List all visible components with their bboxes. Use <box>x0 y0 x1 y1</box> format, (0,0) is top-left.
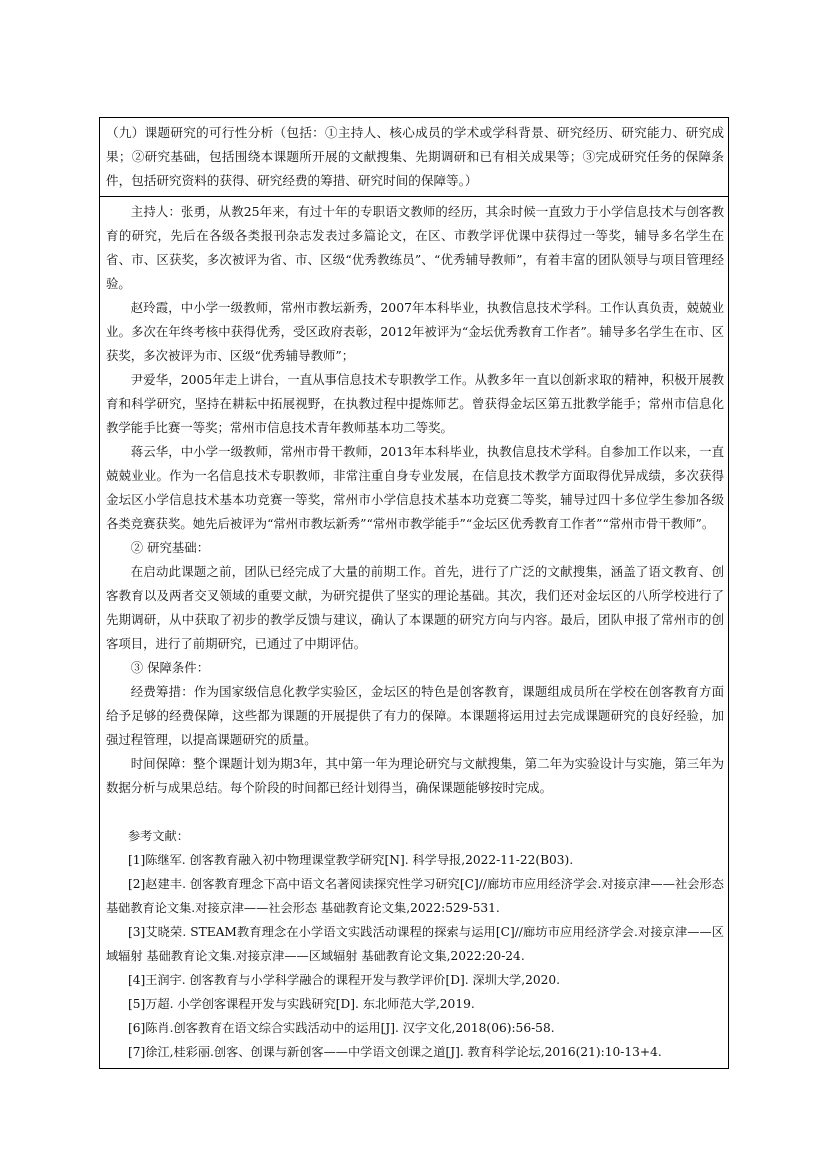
reference-item: [7]徐江,桂彩丽.创客、创课与新创客——中学语文创课之道[J]. 教育科学论坛,2016(21):10-13+4. <box>127 1045 662 1059</box>
reference-item: [2]赵建丰. 创客教育理念下高中语文名著阅读探究性学习研究[C]//廊坊市应用经济学会.对接京津——社会形态 基础教育论文集.对接京津——社会形态 基础教育论文集,2022:529-531. <box>106 877 724 915</box>
reference-item: [4]王润宇. 创客教育与小学科学融合的课程开发与教学评价[D]. 深圳大学,2020. <box>127 973 561 987</box>
funding-guarantee-text: 经费筹措：作为国家级信息化教学实验区，金坛区的特色是创客教育，课题组成员所在学校在创客教育方面给予足够的经费保障，这些都为课题的开展提供了有力的保障。本课题将运用过去完成课题研究的良好经验，加强过程管理，以提高课题研究的质量。 <box>106 684 724 747</box>
member-paragraph-jiang: 蒋云华，中小学一级教师，常州市骨干教师，2013年本科毕业，执教信息技术学科。自参加工作以来，一直兢兢业业。作为一名信息技术专职教师，非常注重自身专业发展，在信息技术教学方面取得优异成绩，多次获得金坛区小学信息技术基本功竞赛一等奖，常州市小学信息技术基本功竞赛二等奖，辅导过四十多位学生参加各级各类竞赛获奖。她先后被评为“常州市教坛新秀”“常州市教学能手”“金坛区优秀教育工作者”“常州市骨干教师”。 <box>106 444 724 531</box>
research-basis-text: 在启动此课题之前，团队已经完成了大量的前期工作。首先，进行了广泛的文献搜集，涵盖了语文教育、创客教育以及两者交叉领域的重要文献，为研究提供了坚实的理论基础。其次，我们还对金坛区的八所学校进行了先期调研，从中获取了初步的教学反馈与建议，确认了本课题的研究方向与内容。最后，团队申报了常州市的创客项目，进行了前期研究，已通过了中期评估。 <box>106 564 724 651</box>
member-paragraph-host: 主持人：张勇，从教25年来，有过十年的专职语文教师的经历，其余时候一直致力于小学信息技术与创客教育的研究，先后在各级各类报刊杂志发表过多篇论文，在区、市教学评优课中获得过一等奖，辅导多名学生在省、市、区获奖，多次被评为省、市、区级“优秀教练员”、“优秀辅导教师”，有着丰富的团队领导与项目管理经验。 <box>106 204 724 291</box>
reference-item: [6]陈肖.创客教育在语文综合实践活动中的运用[J]. 汉字文化,2018(06):56-58. <box>127 1021 555 1035</box>
reference-item: [3]艾晓荣. STEAM教育理念在小学语文实践活动课程的探索与运用[C]//廊坊市应用经济学会.对接京津——区域辐射 基础教育论文集.对接京津——区域辐射 基础教育论文集,2022:20-24. <box>106 925 724 963</box>
section-header <box>100 118 728 197</box>
member-paragraph-yin: 尹爱华，2005年走上讲台，一直从事信息技术专职教学工作。从教多年一直以创新求取的精神，积极开展教育和科学研究，坚持在耕耘中拓展视野，在执教过程中提炼师艺。曾获得金坛区第五批教学能手；常州市信息化教学能手比赛一等奖；常州市信息技术青年教师基本功二等奖。 <box>106 372 724 435</box>
research-basis-heading: ② 研究基础： <box>130 540 210 555</box>
spacer <box>106 800 724 824</box>
feasibility-table <box>99 117 729 1069</box>
section-body <box>100 197 728 1068</box>
time-guarantee-text: 时间保障：整个课题计划为期3年，其中第一年为理论研究与文献搜集，第二年为实验设计与实施，第三年为数据分析与成果总结。每个阶段的时间都已经计划得当，确保课题能够按时完成。 <box>106 756 724 795</box>
section-header-text: （九）课题研究的可行性分析（包括：①主持人、核心成员的学术或学科背景、研究经历、研究能力、研究成果；②研究基础，包括围绕本课题所开展的文献搜集、先期调研和已有相关成果等；③完成研究任务的保障条件，包括研究资料的获得、研究经费的筹措、研究时间的保障等。） <box>106 125 724 188</box>
member-paragraph-zhao: 赵玲霞，中小学一级教师，常州市教坛新秀，2007年本科毕业，执教信息技术学科。工作认真负责，兢兢业业。多次在年终考核中获得优秀，受区政府表彰，2012年被评为“金坛优秀教育工作者”。辅导多名学生在市、区获奖，多次被评为市、区级“优秀辅导教师”； <box>106 300 724 363</box>
references-heading: 参考文献： <box>127 829 189 843</box>
guarantee-heading: ③ 保障条件： <box>130 660 210 675</box>
reference-item: [1]陈继军. 创客教育融入初中物理课堂教学研究[N]. 科学导报,2022-11-22(B03). <box>127 853 574 867</box>
reference-item: [5]万超. 小学创客课程开发与实践研究[D]. 东北师范大学,2019. <box>127 997 475 1011</box>
